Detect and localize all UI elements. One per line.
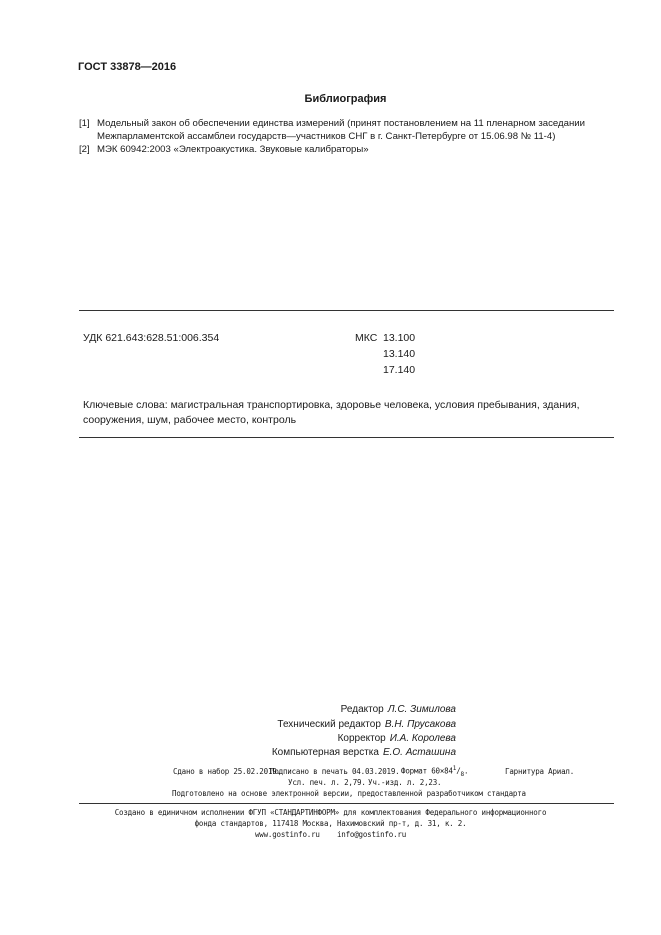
bibliography-item-text: Модельный закон об обеспечении единства измерений (принят постановлением на 11 пленарном заседании [97, 118, 585, 129]
footer-contacts [0, 830, 661, 839]
bibliography-item-text: МЭК 60942:2003 «Электроакустика. Звуковые калибраторы» [97, 144, 369, 155]
staff-tech-editor [277, 719, 456, 730]
print-format: Формат $60\times 84^1/_8$. [401, 765, 469, 778]
staff-corrector [338, 733, 456, 744]
staff-role: Компьютерная верстка [271, 747, 379, 758]
mks-label: МКС [355, 332, 378, 344]
print-format-den: 8 [460, 771, 464, 778]
print-sheets: Усл. печ. л. 2,79. [288, 778, 366, 787]
staff-name: Е.О. Асташина [382, 747, 456, 758]
print-prepared: Подготовлено на основе электронной версии, предоставленной разработчиком стандарта [172, 789, 526, 798]
email-link[interactable]: info@gostinfo.ru [336, 830, 407, 839]
print-typeface: Гарнитура Ариал. [505, 767, 575, 776]
print-format-num: 1 [452, 765, 457, 772]
mks-code-1: 13.100 [383, 332, 416, 344]
bibliography-item-2 [79, 144, 369, 157]
udk-code: УДК 621.643:628.51:006.354 [83, 332, 220, 344]
bibliography-item-1 [79, 118, 585, 143]
print-typeset: Сдано в набор 25.02.2019. [173, 767, 281, 776]
footer-line-1: Создано в единичном исполнении ФГУП «СТАНДАРТИНФОРМ» для комплектования Федерального информационного [114, 808, 547, 817]
bibliography-title-text: Библиография [304, 93, 387, 105]
divider-bottom [79, 803, 614, 804]
keywords-label: Ключевые слова: [83, 399, 168, 411]
print-edition: Уч.-изд. л. 2,23. [368, 778, 442, 787]
staff-role: Редактор [340, 704, 384, 715]
divider-middle [79, 437, 614, 438]
keywords-text: магистральная транспортировка, здоровье человека, условия пребывания, здания, сооружения, шум, рабочее место, контроль [83, 399, 580, 426]
keywords [83, 398, 613, 428]
standard-code: ГОСТ 33878—2016 [78, 61, 177, 73]
website-link[interactable]: www.gostinfo.ru [254, 830, 320, 839]
divider-top [79, 310, 614, 311]
staff-layout [272, 747, 456, 758]
bibliography-title [0, 93, 661, 105]
staff-name: Л.С. Зимилова [387, 704, 456, 715]
mks-code-3: 17.140 [383, 364, 416, 376]
bibliography-item-number: [1] [79, 118, 90, 129]
print-signed: Подписано в печать 04.03.2019. [270, 767, 400, 776]
print-format-text: Формат 60×84 [401, 766, 453, 776]
staff-role: Технический редактор [277, 719, 381, 730]
staff-role: Корректор [337, 733, 386, 744]
staff-name: В.Н. Прусакова [384, 719, 456, 730]
staff-name: И.А. Королева [389, 733, 456, 744]
footer-line-2: фонда стандартов, 117418 Москва, Нахимовский пр-т, д. 31, к. 2. [194, 819, 467, 828]
mks-code-2: 13.140 [383, 348, 416, 360]
bibliography-item-text-cont: Межпарламентской ассамблеи государств—участников СНГ в г. Санкт-Петербурге от 15.06.98 № 11-4) [97, 130, 556, 142]
staff-editor [341, 704, 456, 715]
bibliography-item-number: [2] [79, 144, 90, 155]
